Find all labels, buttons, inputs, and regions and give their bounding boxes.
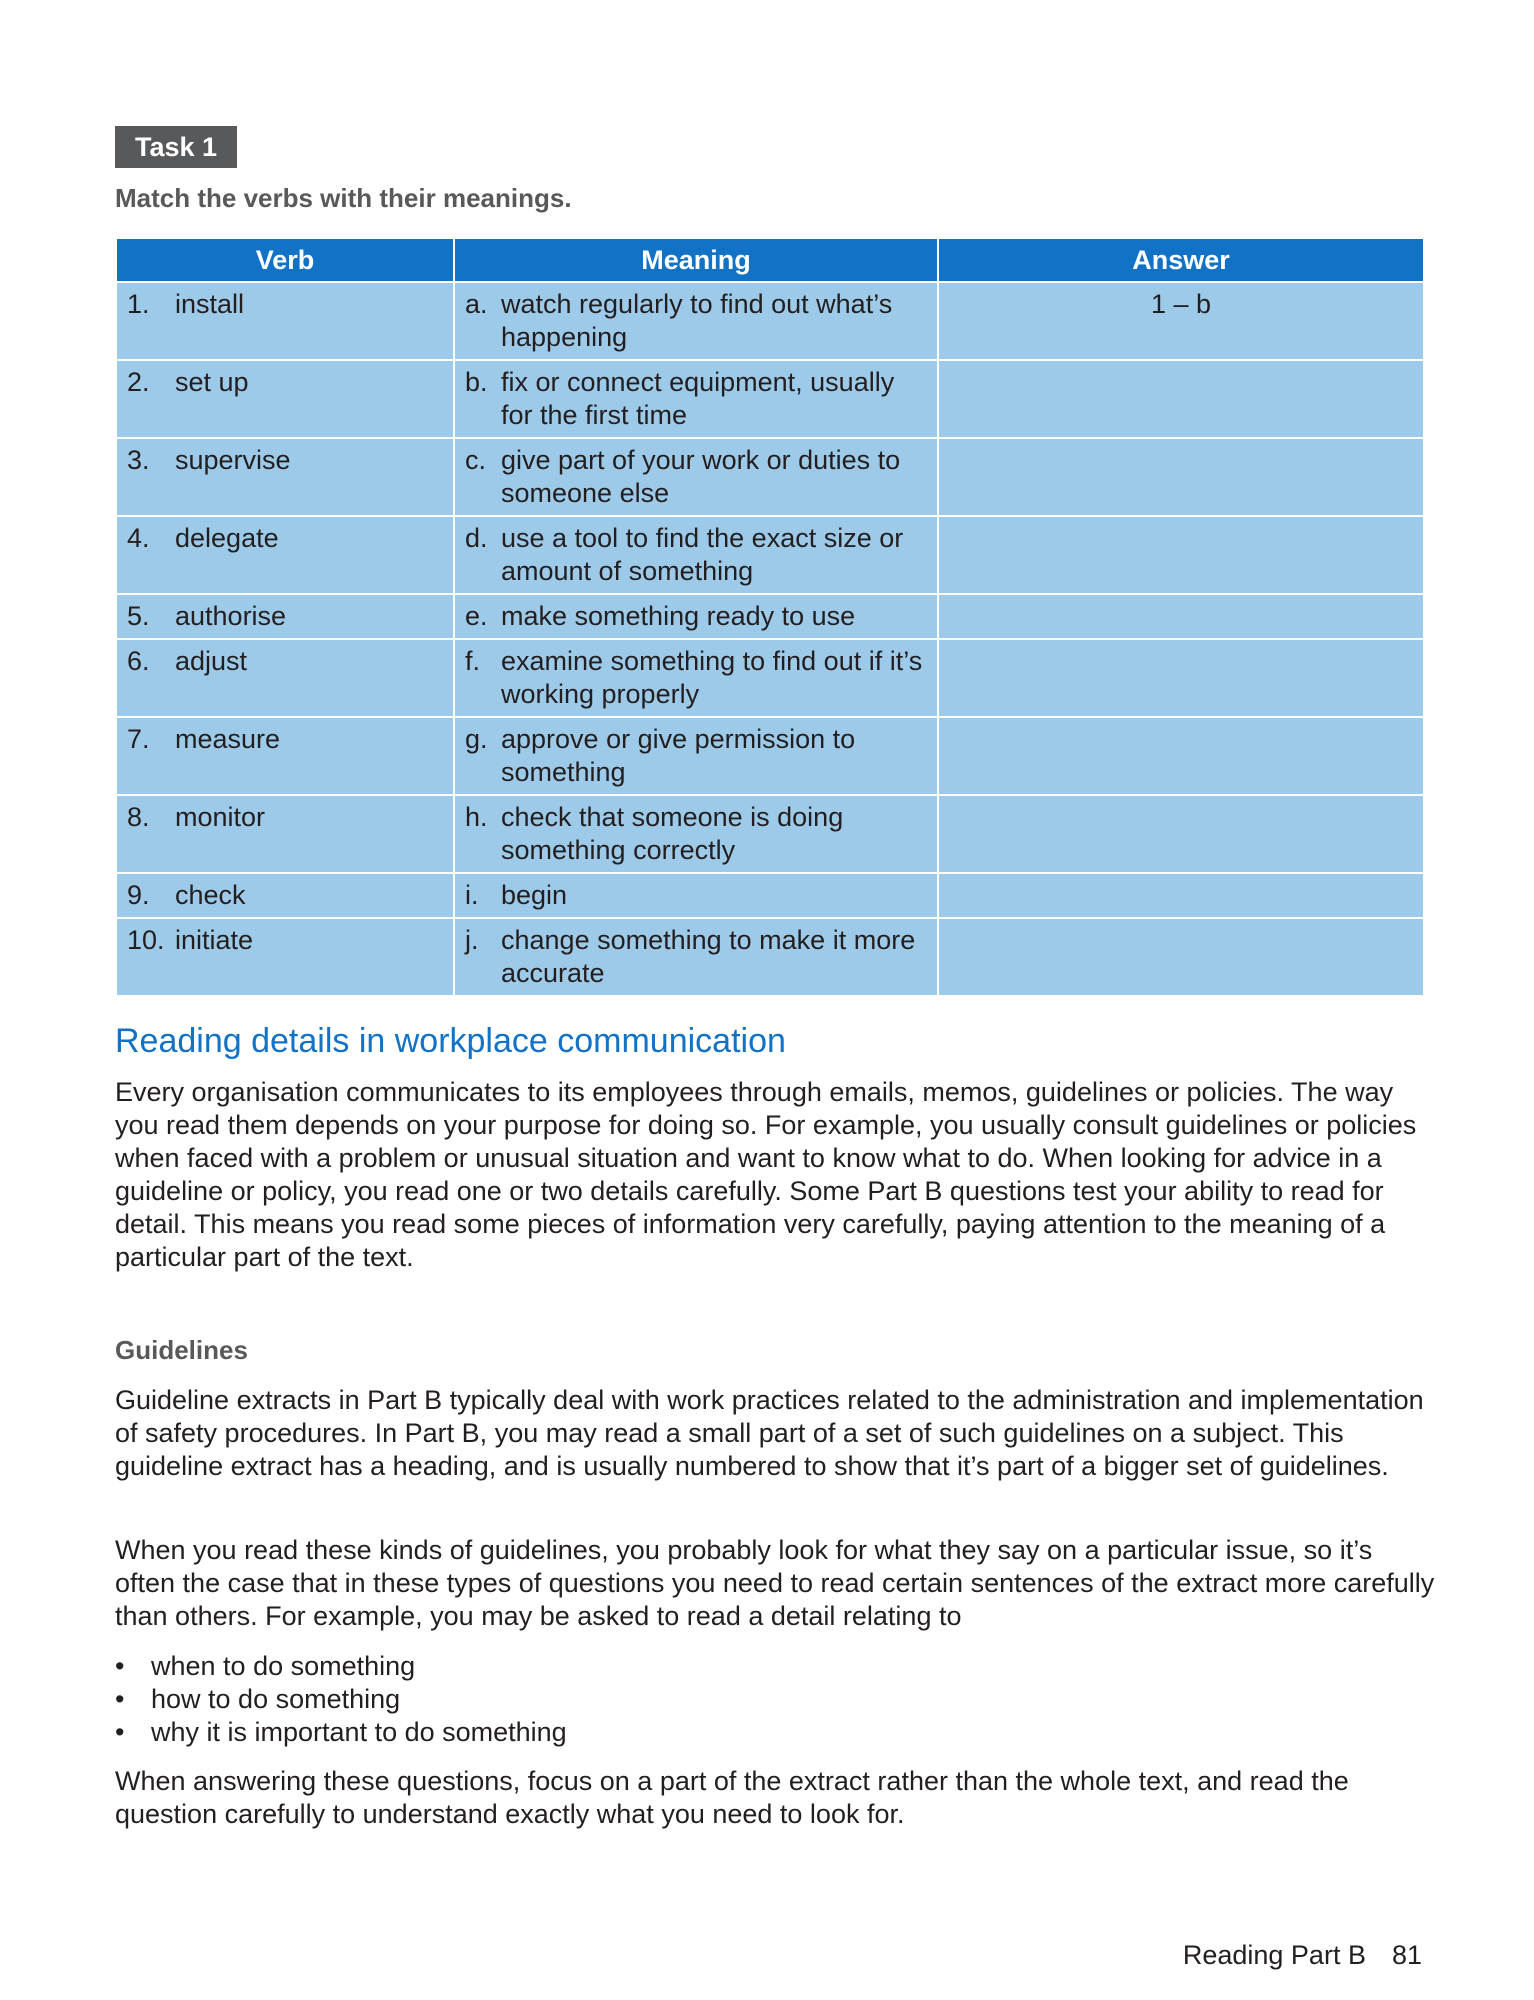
answer-cell (938, 873, 1424, 918)
list-item-text: how to do something (151, 1684, 401, 1714)
verb-text: authorise (175, 601, 287, 631)
guidelines-paragraph-2: When you read these kinds of guidelines, you probably look for what they say on a particular issue, so it’s often the case that in these types of questions you need to read certain sentences of the extract more carefully than others. For example, you may be asked to read a detail relating to (115, 1535, 1435, 1631)
task-instruction: Match the verbs with their meanings. (115, 183, 572, 213)
list-item (115, 1650, 567, 1683)
meaning-cell (454, 282, 938, 360)
intro-paragraph: Every organisation communicates to its employees through emails, memos, guidelines or policies. The way you read them depends on your purpose for doing so. For example, you usually consult guidelines or policies when faced with a problem or unusual situation and want to know what to do. When looking for advice in a guideline or policy, you read one or two details carefully. Some Part B questions test your ability to read for detail. This means you read some pieces of information very carefully, paying attention to the meaning of a particular part of the text. (115, 1077, 1417, 1272)
meaning-cell (454, 360, 938, 438)
meaning-cell (454, 795, 938, 873)
verb-cell (116, 282, 454, 360)
meaning-cell (454, 594, 938, 639)
verb-cell (116, 438, 454, 516)
guidelines-paragraph-1: Guideline extracts in Part B typically deal with work practices related to the administration and implementation of safety procedures. In Part B, you may read a small part of a set of such guidelines on a subject. This guideline extract has a heading, and is usually numbered to show that it’s part of a bigger set of guidelines. (115, 1385, 1424, 1481)
verb-number: 4. (127, 523, 150, 553)
answer-cell (938, 639, 1424, 717)
meaning-text: examine something to find out if it’s working properly (501, 646, 923, 709)
table-row (116, 360, 1424, 438)
header-verb: Verb (116, 238, 454, 282)
meaning-letter: e. (465, 601, 488, 631)
bullet-icon: • (115, 1717, 125, 1747)
verb-text: monitor (175, 802, 266, 832)
answer-cell (938, 438, 1424, 516)
answer-cell (938, 594, 1424, 639)
meaning-text: begin (501, 880, 568, 910)
page-number: 81 (1391, 1940, 1422, 1970)
answer-cell (938, 795, 1424, 873)
answer-cell: 1 – b (938, 282, 1424, 360)
verb-cell (116, 639, 454, 717)
meaning-text: fix or connect equipment, usually for the first time (501, 367, 895, 430)
verb-cell (116, 717, 454, 795)
verb-text: delegate (175, 523, 279, 553)
verb-number: 8. (127, 802, 150, 832)
meaning-text: give part of your work or duties to someone else (501, 445, 901, 508)
list-item (115, 1683, 567, 1716)
verb-cell (116, 795, 454, 873)
meaning-letter: f. (465, 646, 481, 676)
verb-text: install (175, 289, 245, 319)
section-title: Reading details in workplace communication (115, 1022, 786, 1060)
meaning-text: check that someone is doing something correctly (501, 802, 844, 865)
verb-number: 9. (127, 880, 150, 910)
verb-cell (116, 516, 454, 594)
table-row (116, 717, 1424, 795)
meaning-cell (454, 873, 938, 918)
verb-text: supervise (175, 445, 291, 475)
bullet-icon: • (115, 1651, 125, 1681)
verb-cell (116, 594, 454, 639)
verb-text: initiate (175, 925, 254, 955)
verb-text: check (175, 880, 246, 910)
verb-number: 7. (127, 724, 150, 754)
meaning-cell (454, 639, 938, 717)
table-header-row (116, 238, 1424, 282)
meaning-text: use a tool to find the exact size or amount of something (501, 523, 904, 586)
verb-text: measure (175, 724, 281, 754)
answer-cell (938, 717, 1424, 795)
meaning-letter: b. (465, 367, 488, 397)
answer-cell (938, 360, 1424, 438)
page-footer (1183, 1940, 1422, 1971)
task-badge: Task 1 (115, 126, 237, 168)
answer-cell (938, 918, 1424, 996)
meaning-letter: h. (465, 802, 488, 832)
meaning-cell (454, 516, 938, 594)
meaning-letter: i. (465, 880, 479, 910)
meaning-text: change something to make it more accurate (501, 925, 916, 988)
header-meaning: Meaning (454, 238, 938, 282)
verb-number: 3. (127, 445, 150, 475)
guidelines-subheading: Guidelines (115, 1335, 248, 1365)
verb-cell (116, 360, 454, 438)
meaning-letter: c. (465, 445, 487, 475)
meaning-letter: g. (465, 724, 488, 754)
table-row (116, 873, 1424, 918)
table-row (116, 918, 1424, 996)
meaning-cell (454, 438, 938, 516)
closing-paragraph: When answering these questions, focus on a part of the extract rather than the whole text, and read the question carefully to understand exactly what you need to look for. (115, 1766, 1349, 1829)
bullet-icon: • (115, 1684, 125, 1714)
table-row (116, 639, 1424, 717)
verb-number: 1. (127, 289, 150, 319)
verb-text: adjust (175, 646, 248, 676)
footer-section: Reading Part B (1182, 1940, 1366, 1970)
table-row (116, 438, 1424, 516)
table-row (116, 516, 1424, 594)
meaning-letter: a. (465, 289, 488, 319)
bullet-list (115, 1650, 567, 1749)
verb-cell (116, 918, 454, 996)
list-item-text: when to do something (151, 1651, 416, 1681)
meaning-letter: d. (465, 523, 488, 553)
verb-number: 10. (127, 925, 165, 955)
verb-matching-table (115, 237, 1425, 997)
meaning-text: approve or give permission to something (501, 724, 856, 787)
meaning-cell (454, 717, 938, 795)
header-answer: Answer (938, 238, 1424, 282)
verb-number: 2. (127, 367, 150, 397)
verb-cell (116, 873, 454, 918)
verb-number: 6. (127, 646, 150, 676)
list-item-text: why it is important to do something (151, 1717, 567, 1747)
table-row (116, 594, 1424, 639)
meaning-letter: j. (465, 925, 479, 955)
meaning-text: watch regularly to find out what’s happening (501, 289, 893, 352)
list-item (115, 1716, 567, 1749)
meaning-text: make something ready to use (501, 601, 856, 631)
table-row (116, 795, 1424, 873)
meaning-cell (454, 918, 938, 996)
answer-cell (938, 516, 1424, 594)
table-row (116, 282, 1424, 360)
verb-text: set up (175, 367, 249, 397)
verb-number: 5. (127, 601, 150, 631)
